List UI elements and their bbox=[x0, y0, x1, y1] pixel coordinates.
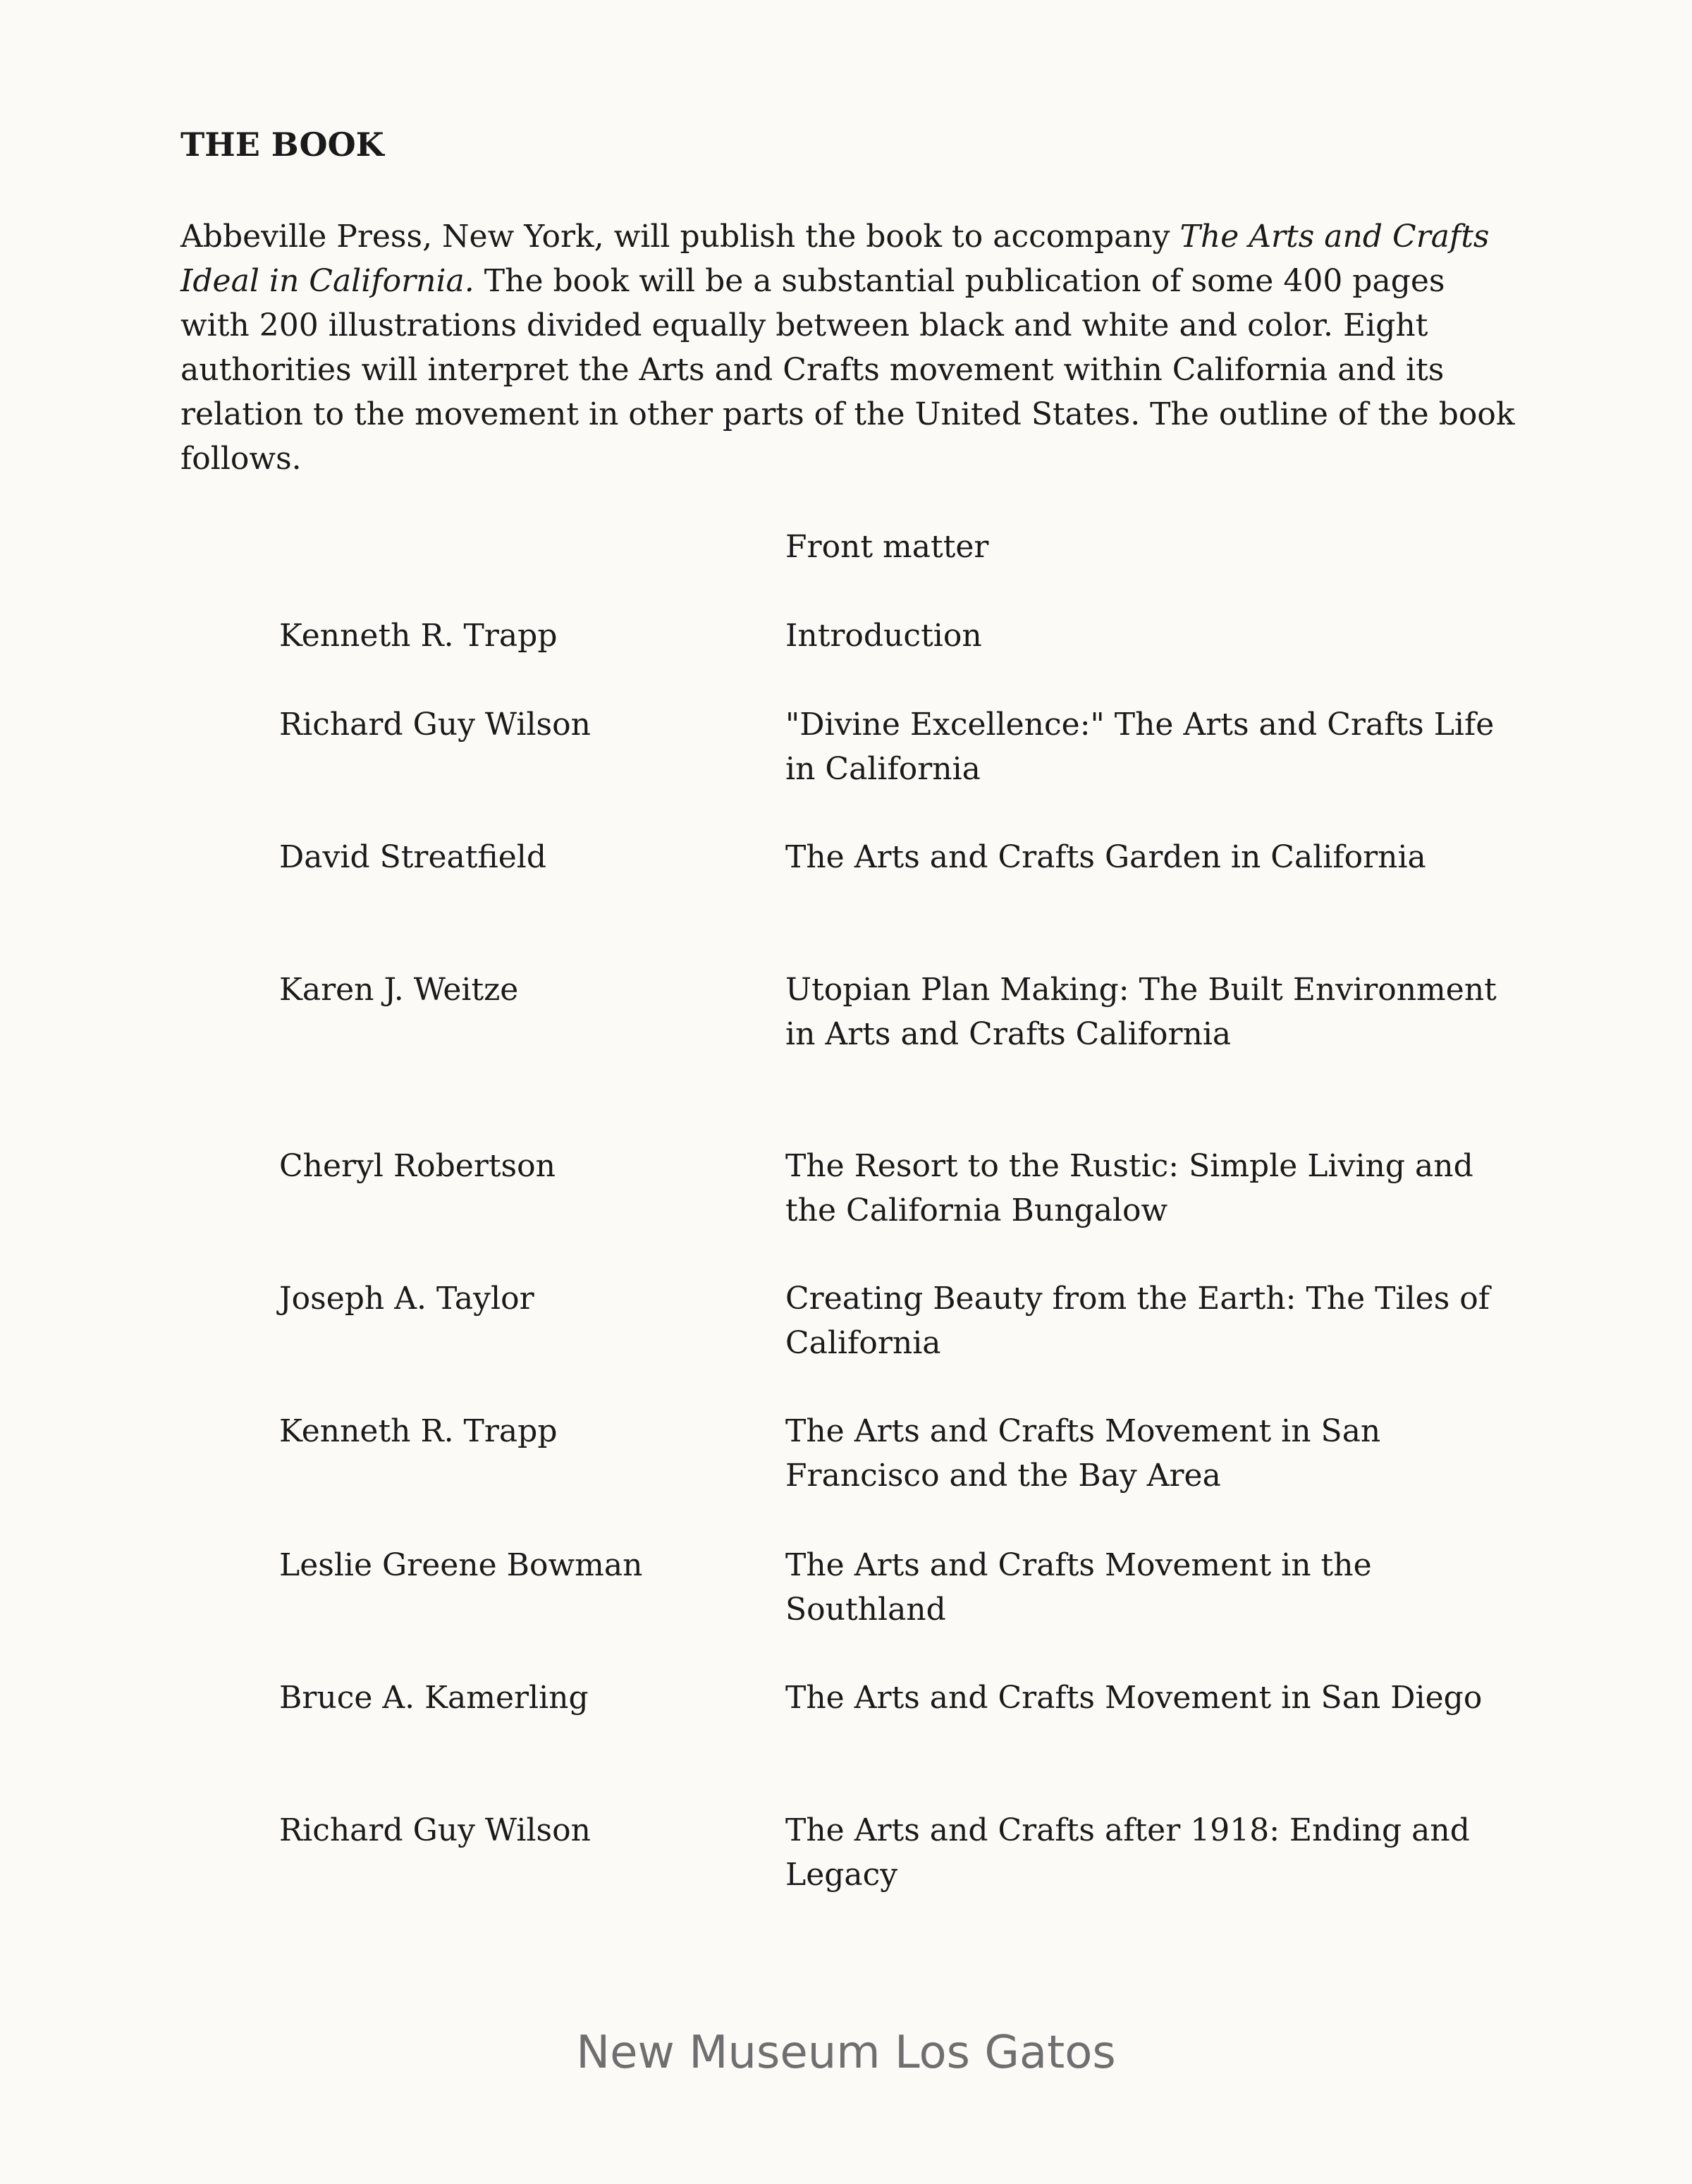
toc-author: Bruce A. Kamerling bbox=[279, 1680, 589, 1716]
toc-author: David Streatfield bbox=[279, 839, 547, 875]
toc-author: Cheryl Robertson bbox=[279, 1148, 556, 1184]
toc-chapter: The Arts and Crafts Garden in California bbox=[785, 839, 1426, 875]
toc-chapter: "Divine Excellence:" The Arts and Crafts Life in California bbox=[785, 707, 1495, 787]
footer-watermark: New Museum Los Gatos bbox=[576, 2027, 1116, 2079]
toc-author: Richard Guy Wilson bbox=[279, 707, 591, 743]
toc-author: Kenneth R. Trapp bbox=[279, 1413, 558, 1449]
toc-chapter: Creating Beauty from the Earth: The Tiles of California bbox=[785, 1281, 1490, 1361]
toc-chapter: The Arts and Crafts Movement in the Southland bbox=[785, 1547, 1372, 1628]
toc-author: Richard Guy Wilson bbox=[279, 1812, 591, 1848]
toc-chapter: The Arts and Crafts Movement in San Francisco and the Bay Area bbox=[785, 1413, 1381, 1494]
intro-text-part2: The book will be a substantial publication of some 400 pages with 200 illustrations divided equally between black and white and color. Eight authorities will interpret the Arts and Crafts movement within California and its relation to the movement in other parts of the United States. The outline of the book follows. bbox=[180, 263, 1515, 477]
toc-chapter: Introduction bbox=[785, 618, 982, 654]
exhibition-title: The Arts and Crafts Ideal in California. bbox=[180, 219, 1490, 299]
toc-author: Karen J. Weitze bbox=[279, 972, 519, 1008]
toc-author: Leslie Greene Bowman bbox=[279, 1547, 643, 1583]
toc-chapter: The Arts and Crafts Movement in San Diego bbox=[785, 1680, 1483, 1716]
intro-text-part1: Abbeville Press, New York, will publish the book to accompany bbox=[180, 219, 1180, 255]
toc-chapter: Utopian Plan Making: The Built Environment in Arts and Crafts California bbox=[785, 972, 1497, 1052]
toc-chapter: The Arts and Crafts after 1918: Ending and Legacy bbox=[785, 1812, 1470, 1893]
toc-chapter: The Resort to the Rustic: Simple Living and the California Bungalow bbox=[785, 1148, 1473, 1228]
front-matter: Front matter bbox=[785, 529, 989, 565]
toc-author: Kenneth R. Trapp bbox=[279, 618, 558, 654]
toc-author: Joseph A. Taylor bbox=[279, 1281, 534, 1317]
section-heading: THE BOOK bbox=[180, 126, 384, 164]
